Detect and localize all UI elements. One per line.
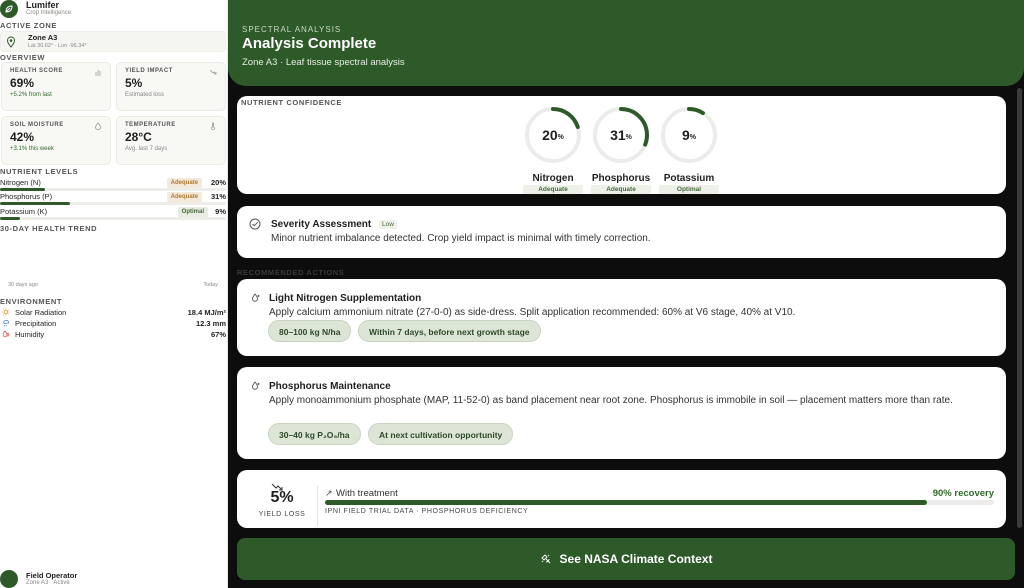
analysis-header [228,0,1024,86]
satellite-icon [540,553,552,565]
header-subtitle: Zone A3 · Leaf tissue spectral analysis [242,57,405,68]
arrow-up-right-icon: ↗ [325,488,333,498]
ring-label: Nitrogen [532,173,574,184]
humidity-icon [2,330,10,338]
ring-number: 9 [681,127,690,143]
nutrient-row-phosphorus[interactable] [0,191,228,205]
potassium-ring-value [660,106,718,164]
ring-status: Adequate [523,185,583,194]
trend-end-label: Today [203,282,218,288]
stat-sub: Estimated loss [125,92,165,98]
sidebar [0,0,228,588]
recovery-value: 90% recovery [932,488,994,499]
location-pin-icon [5,36,17,48]
stat-value: 28°C [125,130,152,144]
stat-label: SOIL MOISTURE [10,122,64,128]
env-value: 18.4 MJ/m² [187,308,226,317]
nutrient-levels-title: NUTRIENT LEVELS [0,167,79,176]
stat-sub: +3.1% this week [10,146,54,152]
action-description: Apply monoammonium phosphate (MAP, 11-52-0) as band placement near root zone. Phosphorus is immobile in soil — placement matters more than rate. [269,395,953,406]
env-row-precipitation [0,318,228,329]
overview-title: OVERVIEW [0,53,46,62]
leaf-icon [0,0,18,18]
page-title: Analysis Complete [242,35,377,52]
drop-icon [251,293,261,303]
ring-label: Potassium [663,173,715,184]
health-trend-title: 30-DAY HEALTH TREND [0,224,98,233]
stat-card-health[interactable] [1,62,111,111]
status-badge: Optimal [178,207,208,217]
action-title: Phosphorus Maintenance [269,381,391,392]
nutrient-bar [0,202,226,205]
brand[interactable] [0,0,228,20]
nasa-button-label: See NASA Climate Context [559,552,713,566]
nutrient-name: Potassium (K) [0,207,48,216]
nasa-climate-button[interactable] [237,538,1015,580]
env-name: Solar Radiation [15,308,67,317]
stat-value: 42% [10,130,35,144]
env-name: Precipitation [15,319,57,328]
card-title: NUTRIENT CONFIDENCE [241,98,342,107]
main-panel [228,0,1024,588]
ring-number: 31 [610,127,626,143]
nutrient-name: Phosphorus (P) [0,192,53,201]
recovery-bar-fill [325,500,927,505]
dosage-chip[interactable]: 30–40 kg P₂O₅/ha [268,423,361,445]
check-circle-icon [249,218,261,230]
header-eyebrow: SPECTRAL ANALYSIS [242,25,342,34]
avatar [0,570,18,588]
with-treatment-label: With treatment [336,488,398,499]
ring-unit: % [625,133,632,141]
zone-coordinates: Lat 30.62° · Lon -96.34° [28,43,87,49]
user-profile[interactable] [0,568,228,588]
action-card-phosphorus[interactable] [237,367,1006,459]
recommended-actions-title: RECOMMENDED ACTIONS [237,268,345,277]
stat-card-yield[interactable] [116,62,226,111]
ring-unit: % [689,133,697,141]
ring-unit: % [557,133,564,141]
environment-title: ENVIRONMENT [0,297,63,306]
env-value: 12.3 mm [195,319,226,328]
action-description: Apply calcium ammonium nitrate (27-0-0) as side-dress. Split application recommended: 60% at V6 stage, 40% at V10. [269,307,796,318]
stat-label: HEALTH SCORE [10,68,63,74]
yield-loss-label: YIELD LOSS [258,511,306,518]
dosage-chip[interactable]: 80–100 kg N/ha [268,320,351,342]
sun-icon [2,308,10,316]
severity-card [237,206,1006,258]
rain-icon [2,319,10,327]
nutrient-row-potassium[interactable] [0,206,228,220]
data-source: IPNI FIELD TRIAL DATA · PHOSPHORUS DEFICIENCY [325,508,529,515]
nutrient-row-nitrogen[interactable] [0,177,228,191]
user-name: Field Operator [26,571,78,580]
user-status: Zone A3 · Active [26,580,70,586]
health-trend-chart[interactable] [0,234,226,290]
stat-sub: Avg. last 7 days [125,146,168,152]
ring-label: Phosphorus [591,173,651,184]
action-card-nitrogen[interactable] [237,279,1006,356]
phosphorus-ring-value [592,106,650,164]
status-badge: Adequate [167,192,202,202]
stat-value: 69% [10,76,35,90]
env-value: 67% [210,330,226,339]
divider [317,486,318,526]
stat-card-moisture[interactable] [1,116,111,165]
severity-badge: Low [379,220,397,229]
stat-sub: +5.2% from last [10,92,52,98]
active-zone-title: ACTIVE ZONE [0,21,58,30]
nutrient-percent: 31% [210,192,226,201]
brand-subtitle: Crop Intelligence [26,10,72,16]
stat-label: YIELD IMPACT [125,68,173,74]
timing-chip[interactable]: Within 7 days, before next growth stage [358,320,541,342]
yield-loss-value: 5% [270,489,294,506]
stat-label: TEMPERATURE [125,122,176,128]
timing-chip[interactable]: At next cultivation opportunity [368,423,513,445]
status-badge: Adequate [167,178,202,188]
nutrient-bar-fill [0,217,20,220]
env-name: Humidity [15,330,45,339]
ring-number: 20 [542,127,558,143]
zone-name: Zone A3 [28,33,58,42]
yield-loss-card [237,470,1006,528]
nutrient-bar-fill [0,202,70,205]
ring-status: Adequate [591,185,651,194]
stat-card-temperature[interactable] [116,116,226,165]
zone-card[interactable] [0,31,226,52]
trend-down-icon [209,68,217,76]
stat-value: 5% [125,76,143,90]
nutrient-bar [0,217,226,220]
severity-title: Severity Assessment [271,219,372,230]
nutrient-percent: 20% [210,178,226,187]
scrollbar[interactable] [1017,88,1022,528]
nutrient-percent: 9% [215,207,226,216]
drop-icon [94,122,102,130]
yield-loss-metric [247,480,317,525]
drop-icon [251,381,261,391]
severity-text: Minor nutrient imbalance detected. Crop yield impact is minimal with timely correction. [271,233,651,244]
nitrogen-ring-value [524,106,582,164]
action-title: Light Nitrogen Supplementation [269,293,422,304]
chart-icon [94,68,102,76]
nutrient-name: Nitrogen (N) [0,178,41,187]
thermometer-icon [209,122,217,130]
env-row-humidity [0,329,228,340]
brand-name: Lumifer [26,0,60,10]
trend-start-label: 30 days ago [8,282,38,288]
ring-status: Optimal [659,185,719,194]
env-row-solar [0,307,228,318]
nutrient-confidence-card [237,96,1006,194]
recovery-bar [325,500,994,505]
